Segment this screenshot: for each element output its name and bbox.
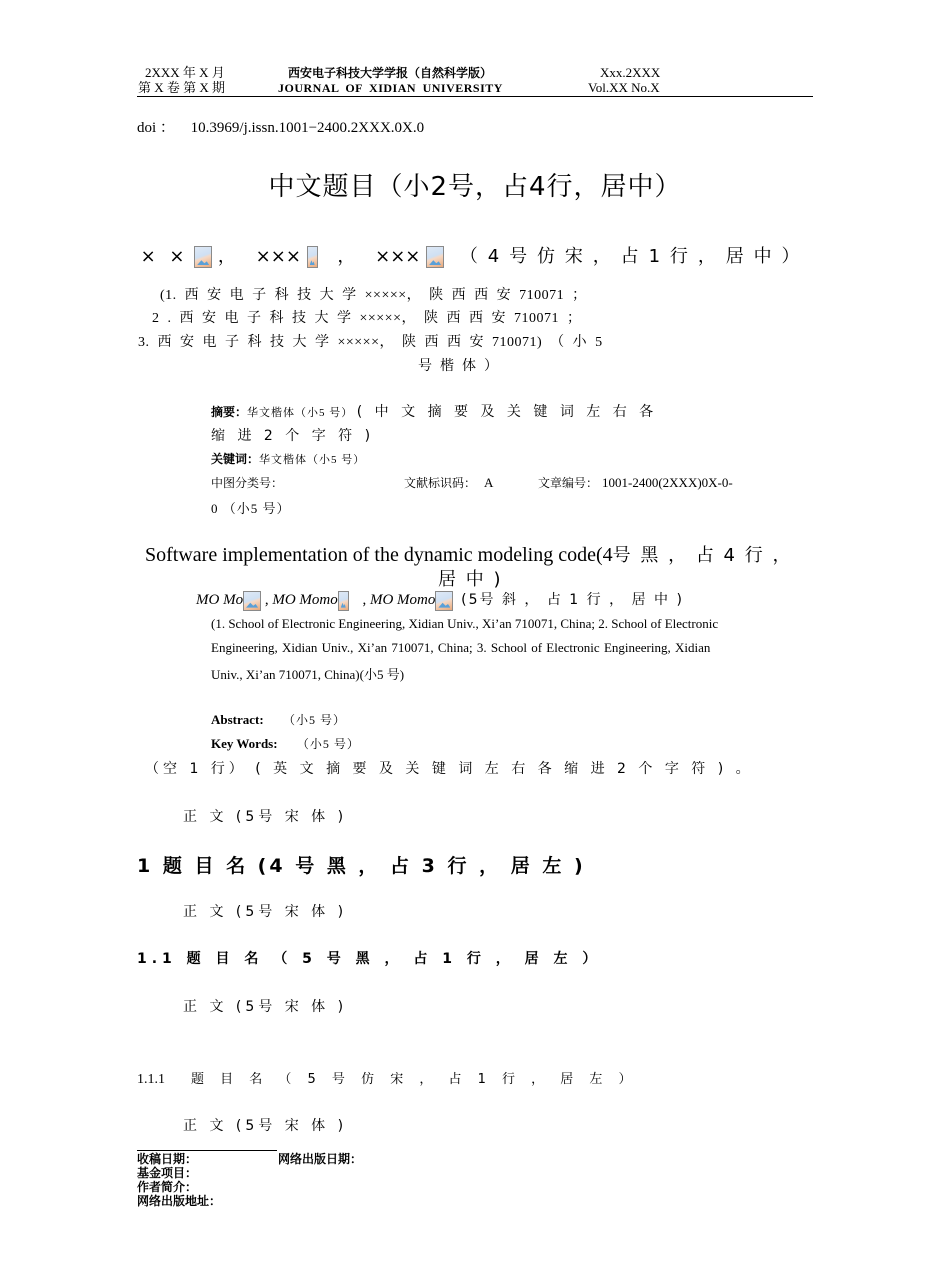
- abstract-cn-text-1: ( 中 文 摘 要 及 关 键 词 左 右 各: [356, 404, 658, 420]
- author-en-2: MO Momo: [272, 592, 338, 608]
- doi-label: doi ：: [137, 120, 175, 136]
- body-text-1: 正 文 (5号 宋 体 ): [183, 809, 348, 825]
- abstract-en-note: （空 1 行） ( 英 文 摘 要 及 关 键 词 左 右 各 缩 进 2 个 字 符 ) 。: [145, 761, 754, 777]
- affiliation-cn-2: 2 . 西 安 电 子 科 技 大 学 ×××××， 陕 西 西 安 710071 ；: [152, 311, 582, 326]
- keywords-en-label: Key Words:: [211, 736, 278, 751]
- body-text-2: 正 文 (5号 宋 体 ): [183, 904, 348, 920]
- doc-code: [404, 474, 493, 492]
- author-cn-3: ×××: [375, 246, 421, 267]
- affiliation-en-2: Engineering, Xidian Univ., Xi’an 710071, China; 3. School of Electronic Engineering, Xidian: [211, 640, 711, 655]
- broken-image-icon: [243, 591, 261, 611]
- authors-en-note: (5号 斜 ， 占 1 行 ， 居 中 ): [461, 592, 684, 608]
- authors-en: [196, 589, 684, 611]
- footnote-fund: 基金项目：: [137, 1166, 198, 1180]
- footnote-received: 收稿日期：: [137, 1152, 198, 1166]
- affiliation-en-1: (1. School of Electronic Engineering, Xidian Univ., Xi’an 710071, China; 2. School of Electronic: [211, 616, 719, 631]
- abstract-en-hint: （小5 号）: [282, 713, 346, 727]
- broken-image-icon: [435, 591, 453, 611]
- clc-label: 中图分类号：: [211, 476, 284, 490]
- heading-level-2: 1.1 题 目 名 （ 5 号 黑 ， 占 1 行 ， 居 左 ）: [137, 951, 602, 967]
- affiliation-cn-4: 号楷体）: [418, 359, 506, 374]
- affiliation-en-3: Univ., Xi’an 710071, China)(小5 号): [211, 667, 405, 682]
- broken-image-icon: [194, 246, 212, 268]
- keywords-en-line: [211, 735, 360, 752]
- heading-level-1: 1 题 目 名 (4 号 黑 ， 占 3 行 ， 居 左 ): [137, 855, 586, 877]
- doi-line: [137, 116, 424, 137]
- keywords-cn-label: 关键词：: [211, 452, 260, 466]
- author-cn-1: × ×: [140, 246, 189, 267]
- keywords-cn-hint: 华文楷体（小5 号）: [259, 454, 366, 466]
- title-en-text: Software implementation of the dynamic modeling code(4: [145, 544, 613, 566]
- heading-level-3-number: 1.1.1: [137, 1072, 165, 1087]
- title-cn: 中文题目（小2号，占4行，居中）: [268, 172, 682, 202]
- article-no: [538, 474, 733, 492]
- article-no-label: 文章编号：: [538, 476, 599, 490]
- authors-cn-note: （4号仿宋，占1行，居中）: [459, 246, 810, 267]
- doi-value: 10.3969/j.issn.1001−2400.2XXX.0X.0: [190, 120, 425, 136]
- footnote-rule: [137, 1150, 277, 1151]
- affiliation-cn-1: (1. 西 安 电 子 科 技 大 学 ×××××， 陕 西 西 安 710071 ；: [160, 288, 587, 303]
- abstract-cn-hint: 华文楷体（小5 号）: [247, 407, 354, 419]
- broken-image-icon: [426, 246, 444, 268]
- header-date-cn: 2XXX 年 X 月: [145, 65, 225, 80]
- heading-level-3-text: 题 目 名 （ 5 号 仿 宋 ， 占 1 行 ， 居 左 ）: [191, 1072, 638, 1087]
- body-text-3: 正 文 (5号 宋 体 ): [183, 999, 348, 1015]
- header-journal-en: JOURNAL OF XIDIAN UNIVERSITY: [278, 81, 503, 95]
- footnote-author-bio: 作者简介：: [137, 1180, 198, 1194]
- article-no-value: 1001-2400(2XXX)0X-0-: [602, 475, 733, 490]
- doc-code-label: 文献标识码：: [404, 476, 477, 490]
- header-date-en: Xxx.2XXX: [600, 65, 661, 80]
- article-no-tail: 0 （小5 号）: [211, 501, 291, 516]
- header-journal-cn: 西安电子科技大学学报（自然科学版）: [288, 66, 493, 80]
- heading-level-3: [137, 1068, 638, 1088]
- author-en-sep-2: ,: [362, 592, 367, 608]
- keywords-cn-line: [211, 450, 365, 468]
- title-en-line1: [145, 541, 792, 567]
- abstract-cn-text-2: 缩 进 2 个 字 符 ): [211, 428, 375, 444]
- header-volume-cn: 第 X 卷 第 X 期: [138, 80, 226, 95]
- author-cn-sep-1: ，: [217, 246, 236, 267]
- header-volume-en: Vol.XX No.X: [588, 80, 660, 95]
- affiliation-cn-3: 3. 西 安 电 子 科 技 大 学 ×××××， 陕 西 西 安 710071) （ 小 5: [138, 335, 603, 350]
- footnote-online-date: 网络出版日期：: [278, 1152, 363, 1166]
- author-cn-2: ×××: [255, 246, 301, 267]
- title-en-note: 号 黑 ， 占 4 行 ，: [612, 545, 793, 566]
- abstract-cn-label: 摘要：: [211, 405, 248, 419]
- author-cn-sep-2: ，: [337, 246, 356, 267]
- abstract-en-label: Abstract:: [211, 712, 264, 727]
- keywords-en-hint: （小5 号）: [296, 737, 360, 751]
- title-en-line2: 居 中 ): [438, 569, 503, 590]
- author-en-1: MO Mo: [196, 592, 244, 608]
- broken-image-icon: [307, 246, 318, 268]
- header-rule: [137, 96, 813, 97]
- abstract-cn-line1: [211, 401, 657, 421]
- footnote-online-url: 网络出版地址：: [137, 1194, 222, 1208]
- abstract-en-line: [211, 711, 346, 728]
- body-text-4: 正 文 (5号 宋 体 ): [183, 1118, 348, 1134]
- author-en-3: MO Momo: [369, 592, 436, 608]
- doc-code-value: A: [484, 475, 494, 490]
- author-en-sep-1: ,: [264, 592, 269, 608]
- broken-image-icon: [338, 591, 349, 611]
- authors-cn: [0, 242, 950, 268]
